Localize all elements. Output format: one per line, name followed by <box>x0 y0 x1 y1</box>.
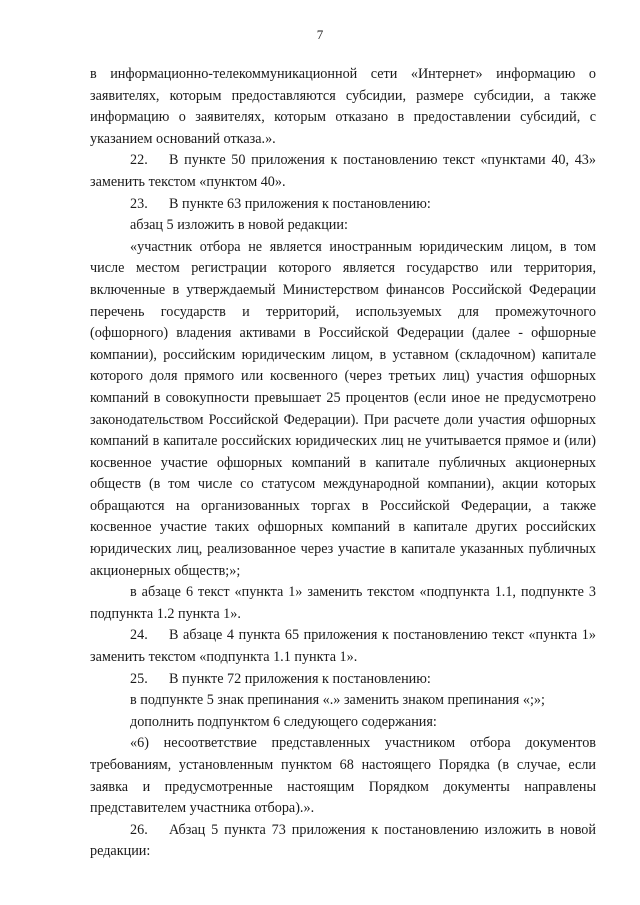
paragraph <box>90 690 596 712</box>
item-25-paragraph <box>90 669 596 691</box>
document-body <box>90 64 596 863</box>
paragraph-text: в абзаце 6 текст «пункта 1» заменить текстом «подпункта 1.1, подпункте 3 подпункта 1.2 пункта 1». <box>90 584 596 622</box>
paragraph-text: «6) несоответствие представленных участником отбора документов требованиям, установленным пунктом 68 настоящего Порядка (в случае, если заявка и предусмотренные настоящим Порядком документы направлены представителем участника отбора).». <box>90 735 596 817</box>
item-26-paragraph <box>90 820 596 863</box>
quoted-paragraph <box>90 733 596 819</box>
paragraph-text: в подпункте 5 знак препинания «.» заменить знаком препинания «;»; <box>130 692 545 709</box>
paragraph-text: Абзац 5 пункта 73 приложения к постановлению изложить в новой редакции: <box>90 821 596 860</box>
paragraph-text: В абзаце 4 пункта 65 приложения к постановлению текст «пункта 1» заменить текстом «подпункта 1.1 пункта 1». <box>90 627 596 666</box>
item-24-paragraph <box>90 625 596 668</box>
paragraph-text: абзац 5 изложить в новой редакции: <box>130 217 348 234</box>
paragraph <box>90 582 596 625</box>
paragraph-text: В пункте 63 приложения к постановлению: <box>169 195 431 212</box>
paragraph-text: дополнить подпунктом 6 следующего содержания: <box>130 713 437 730</box>
paragraph-text: в информационно-телекоммуникационной сети «Интернет» информацию о заявителях, которым предоставляются субсидии, размере субсидии, а также информацию о заявителях, которым отказано в предоставлении субсидий, с указанием оснований отказа.». <box>90 66 596 147</box>
quoted-paragraph <box>90 237 596 583</box>
paragraph-text: В пункте 72 приложения к постановлению: <box>169 670 431 687</box>
item-22-paragraph <box>90 150 596 193</box>
item-number: 23. <box>130 195 148 212</box>
item-number: 25. <box>130 670 148 687</box>
paragraph-text: «участник отбора не является иностранным юридическим лицом, в том числе местом регистрации которого является государство или территория, включенные в утверждаемый Министерством финансов Российской Федерации перечень государств и территорий, используемых для промежуточного (офшорного) владения активами в Российской Федерации (далее - офшорные компании), российским юридическим лицом, в уставном (складочном) капитале которого доля прямого или косвенного (через третьих лиц) участия офшорных компаний в совокупности превышает 25 процентов (если иное не предусмотрено законодательством Российской Федерации). При расчете доли участия офшорных компаний в капитале российских юридических лиц не учитывается прямое и (или) косвенное участие офшорных компаний в капитале публичных акционерных обществ (в том числе со статусом международной компании), акции которых обращаются на организованных торгах в Российской Федерации, а также косвенное участие таких офшорных компаний в капитале других российских юридических лиц, реализованное через участие в капитале указанных публичных акционерных обществ;»; <box>90 238 596 579</box>
item-number: 24. <box>130 627 148 644</box>
page-number: 7 <box>316 27 324 42</box>
paragraph-continuation <box>90 64 596 150</box>
item-number: 26. <box>130 821 148 838</box>
item-number: 22. <box>130 152 148 169</box>
paragraph <box>90 712 596 734</box>
item-23-paragraph <box>90 194 596 216</box>
paragraph <box>90 215 596 237</box>
paragraph-text: В пункте 50 приложения к постановлению текст «пунктами 40, 43» заменить текстом «пунктом 40». <box>90 152 596 190</box>
